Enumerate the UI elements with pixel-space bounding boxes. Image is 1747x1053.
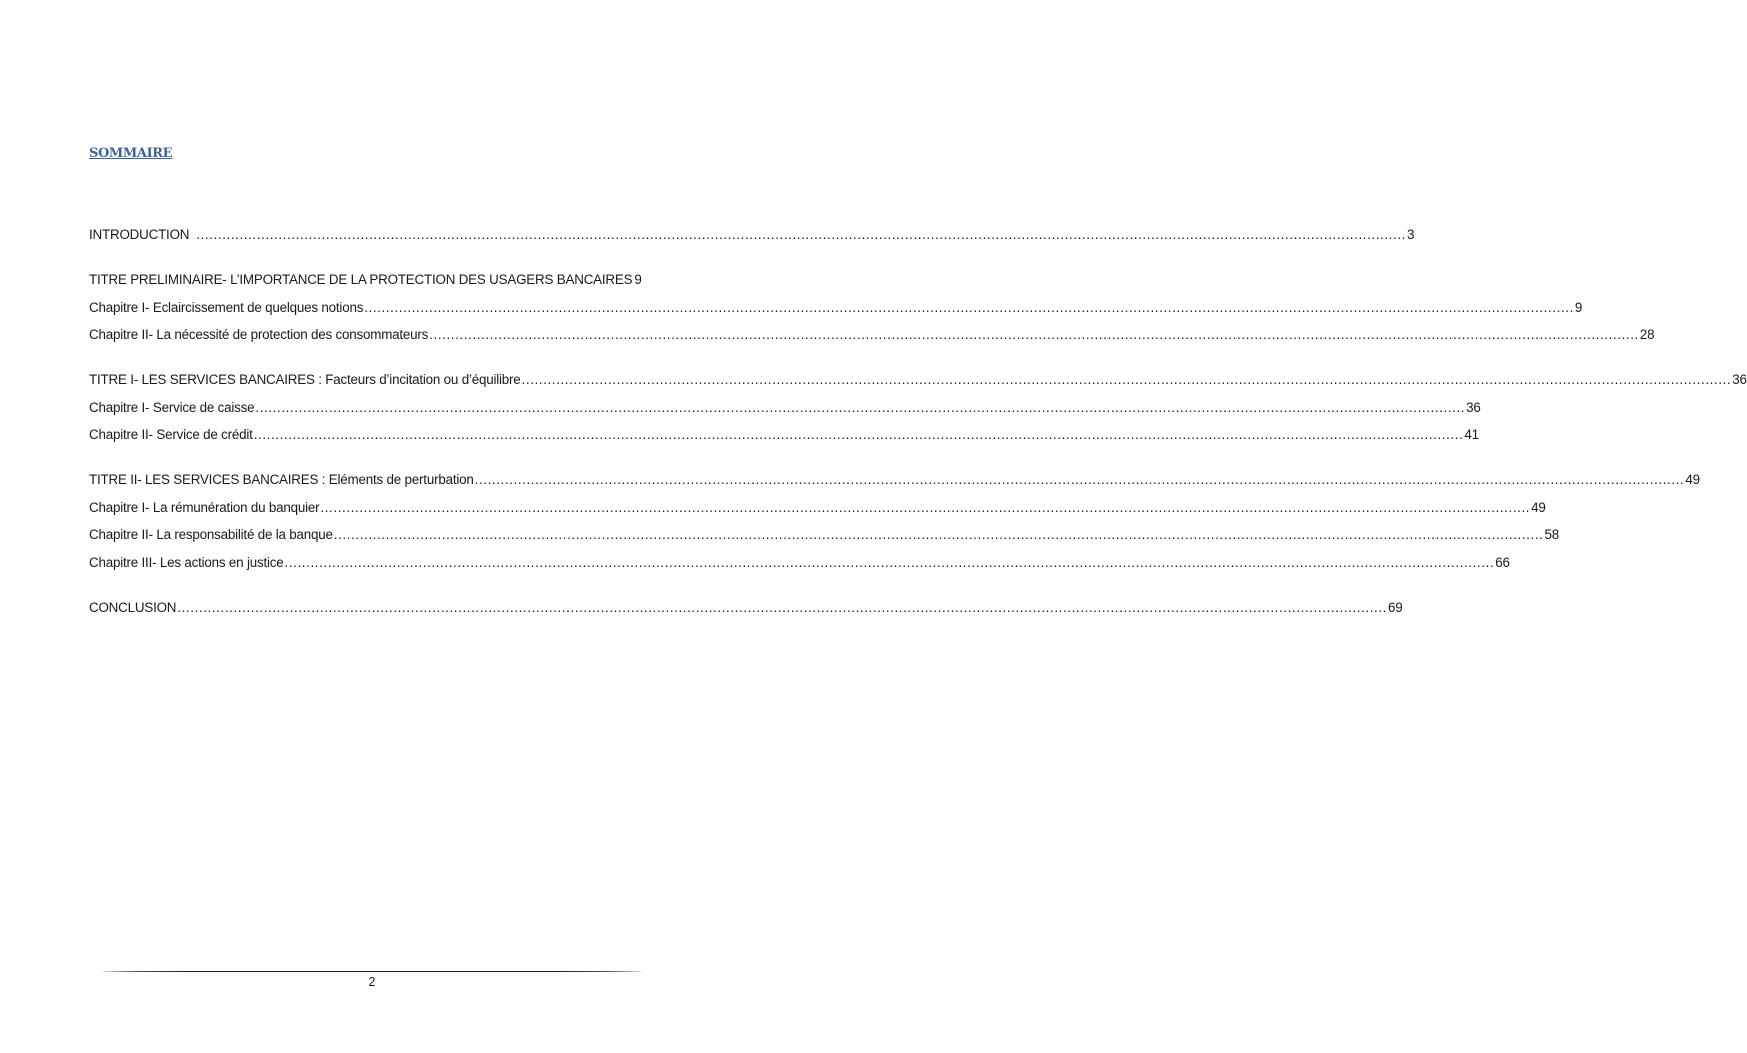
toc-entry-page: 66 bbox=[1495, 554, 1510, 570]
toc-entry-page: 9 bbox=[634, 272, 642, 287]
leader-dots bbox=[320, 500, 1530, 515]
leader-dots bbox=[254, 427, 1464, 442]
leader-dots bbox=[196, 227, 1406, 242]
toc-entry-page: 49 bbox=[1685, 472, 1700, 487]
footer-page-number: 2 bbox=[368, 975, 376, 989]
toc-entry-page: 9 bbox=[1574, 299, 1583, 315]
toc-entry-label: Chapitre II- La nécessité de protection des consommateurs bbox=[89, 327, 429, 342]
toc-entry-label: TITRE II- LES SERVICES BANCAIRES : Eléments de perturbation bbox=[89, 472, 474, 487]
toc-entry-page: 36 bbox=[1732, 372, 1747, 387]
table-of-contents bbox=[89, 227, 1747, 627]
toc-entry-chapitre[interactable] bbox=[89, 527, 1559, 545]
toc-entry-chapitre[interactable] bbox=[89, 299, 1583, 318]
leader-dots bbox=[364, 300, 1574, 315]
toc-entry-chapitre[interactable] bbox=[89, 327, 1655, 345]
toc-entry-chapitre[interactable] bbox=[89, 399, 1481, 418]
toc-entry-label: Chapitre II- Service de crédit bbox=[89, 427, 253, 442]
toc-entry-label: CONCLUSION bbox=[89, 599, 177, 615]
toc-entry-label: TITRE I- LES SERVICES BANCAIRES : Facteurs d’incitation ou d’équilibre bbox=[89, 372, 521, 387]
toc-entry-label: Chapitre III- Les actions en justice bbox=[89, 554, 284, 570]
toc-entry-titre-preliminaire[interactable] bbox=[89, 272, 642, 290]
footer-divider bbox=[103, 971, 641, 972]
toc-entry-label: Chapitre I- Service de caisse bbox=[89, 399, 255, 415]
leader-dots bbox=[255, 400, 1465, 415]
toc-entry-page: 28 bbox=[1639, 327, 1655, 342]
toc-entry-chapitre[interactable] bbox=[89, 499, 1546, 518]
toc-entry-label: Chapitre II- La responsabilité de la banque bbox=[89, 527, 333, 542]
toc-entry-page: 41 bbox=[1464, 427, 1479, 442]
toc-entry-page: 58 bbox=[1544, 527, 1559, 542]
toc-entry-chapitre[interactable] bbox=[89, 554, 1510, 573]
toc-entry-titre-ii[interactable] bbox=[89, 472, 1700, 490]
toc-entry-page: 36 bbox=[1466, 399, 1481, 415]
toc-entry-introduction[interactable] bbox=[89, 227, 1415, 245]
toc-heading: SOMMAIRE bbox=[89, 146, 173, 161]
toc-entry-titre-i[interactable] bbox=[89, 372, 1747, 390]
toc-entry-page: 69 bbox=[1388, 599, 1403, 615]
leader-dots bbox=[475, 472, 1685, 487]
toc-entry-label: TITRE PRELIMINAIRE- L’IMPORTANCE DE LA PROTECTION DES USAGERS BANCAIRES bbox=[89, 272, 633, 287]
leader-dots bbox=[429, 327, 1639, 342]
toc-entry-label: Chapitre I- La rémunération du banquier bbox=[89, 499, 320, 515]
toc-entry-page: 49 bbox=[1531, 499, 1546, 515]
leader-dots bbox=[177, 600, 1387, 615]
toc-entry-page: 3 bbox=[1406, 227, 1415, 242]
leader-dots bbox=[522, 372, 1732, 387]
toc-entry-conclusion[interactable] bbox=[89, 599, 1403, 618]
toc-entry-label: INTRODUCTION bbox=[89, 227, 190, 242]
toc-entry-label: Chapitre I- Eclaircissement de quelques notions bbox=[89, 299, 364, 315]
toc-entry-chapitre[interactable] bbox=[89, 427, 1479, 445]
leader-dots bbox=[285, 555, 1495, 570]
leader-dots bbox=[334, 527, 1544, 542]
